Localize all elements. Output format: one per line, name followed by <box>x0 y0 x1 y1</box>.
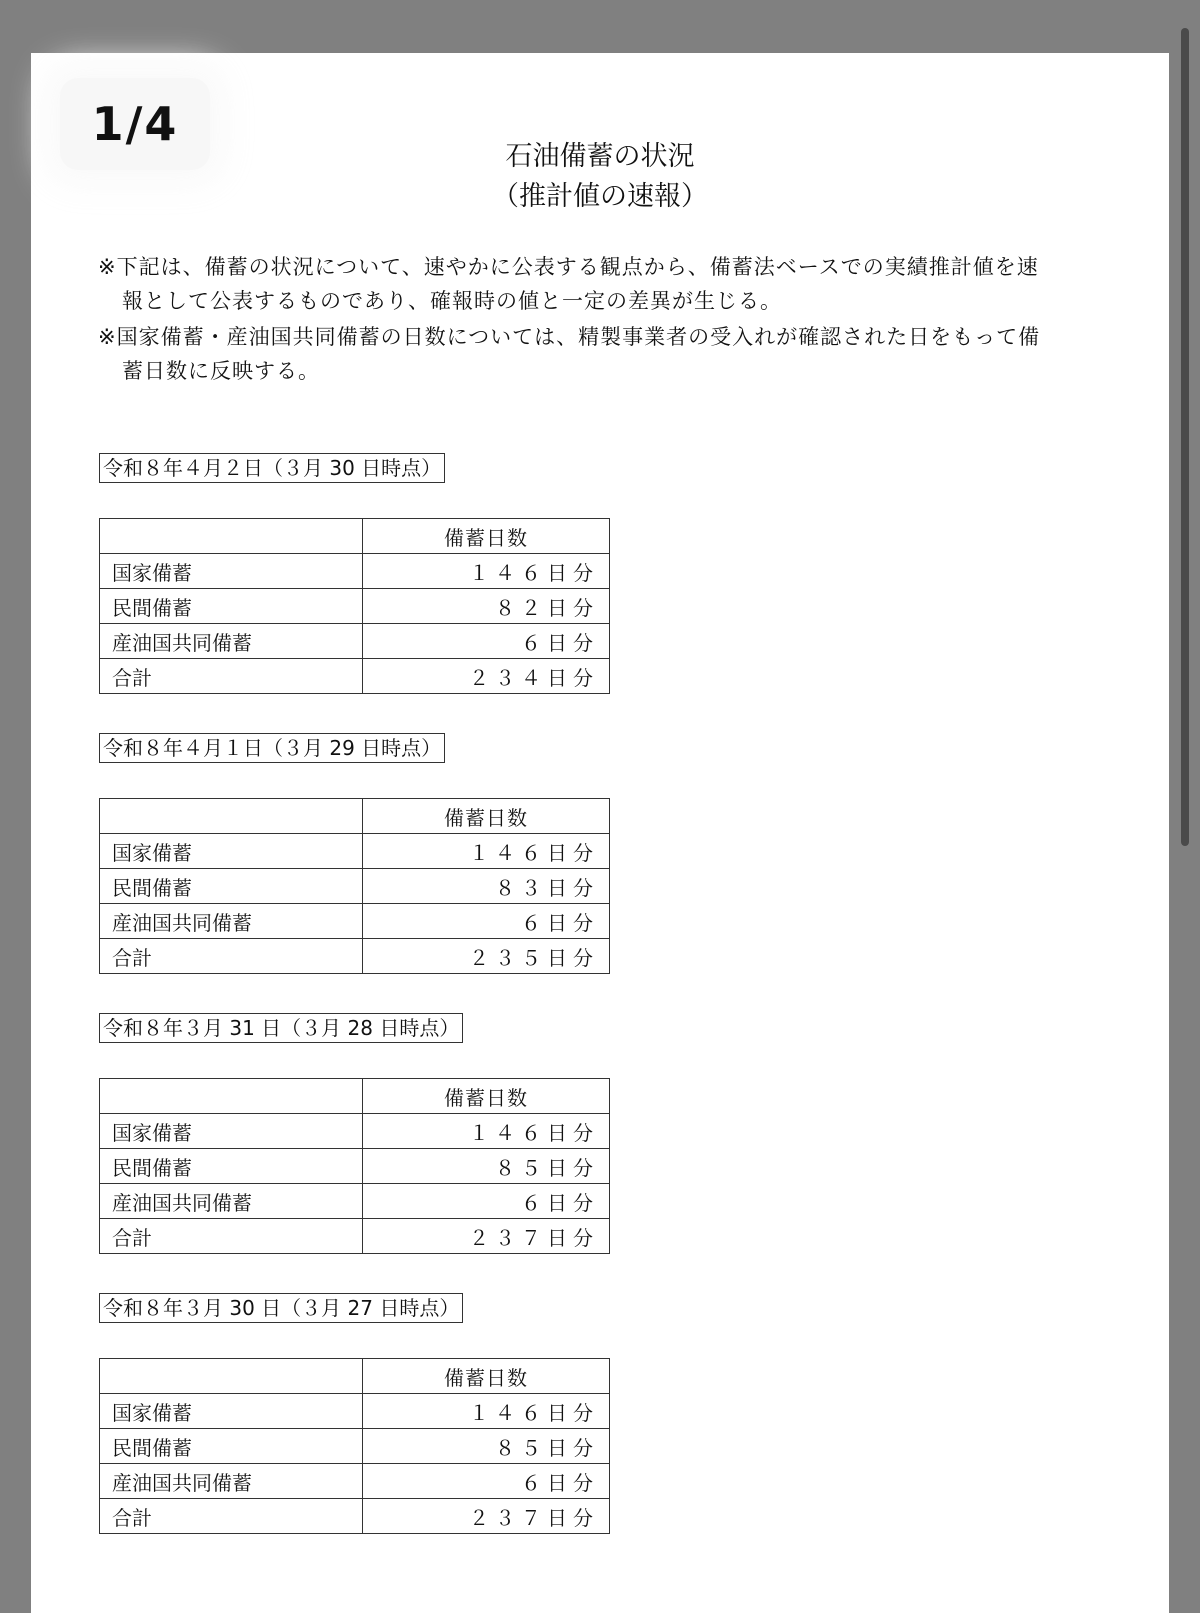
row-value: ８５日分 <box>363 1429 610 1464</box>
table-row <box>100 904 610 939</box>
row-label: 産油国共同備蓄 <box>100 904 363 939</box>
row-label: 合計 <box>100 659 363 694</box>
table-header-row <box>100 799 610 834</box>
row-label: 国家備蓄 <box>100 1394 363 1429</box>
note-1 <box>98 250 1098 318</box>
table-header-row <box>100 519 610 554</box>
note-2 <box>98 320 1098 388</box>
row-label: 合計 <box>100 939 363 974</box>
row-value: ２３４日分 <box>363 659 610 694</box>
table-row <box>100 659 610 694</box>
table-row <box>100 1499 610 1534</box>
row-value: ６日分 <box>363 1184 610 1219</box>
row-label: 国家備蓄 <box>100 554 363 589</box>
table-row <box>100 1394 610 1429</box>
section-3-date: 令和８年３月 31 日（３月 28 日時点） <box>99 1013 463 1043</box>
row-label: 民間備蓄 <box>100 1429 363 1464</box>
row-label: 国家備蓄 <box>100 834 363 869</box>
row-value: ２３７日分 <box>363 1499 610 1534</box>
note-2-line-1: ※国家備蓄・産油国共同備蓄の日数については、精製事業者の受入れが確認された日をもって備 <box>98 325 1041 349</box>
table-row <box>100 554 610 589</box>
table-row <box>100 1219 610 1254</box>
row-value: ２３５日分 <box>363 939 610 974</box>
row-value: ８３日分 <box>363 869 610 904</box>
note-2-line-2: 蓄日数に反映する。 <box>122 359 320 383</box>
row-label: 産油国共同備蓄 <box>100 1464 363 1499</box>
header-empty-cell <box>100 519 363 554</box>
row-label: 国家備蓄 <box>100 1114 363 1149</box>
row-label: 民間備蓄 <box>100 869 363 904</box>
table-row <box>100 1464 610 1499</box>
section-1-date: 令和８年４月２日（３月 30 日時点） <box>99 453 445 483</box>
row-value: ６日分 <box>363 904 610 939</box>
section-4-table <box>99 1358 610 1534</box>
table-row <box>100 589 610 624</box>
row-label: 合計 <box>100 1499 363 1534</box>
row-value: １４６日分 <box>363 834 610 869</box>
row-value: １４６日分 <box>363 1114 610 1149</box>
header-empty-cell <box>100 799 363 834</box>
header-days: 備蓄日数 <box>363 519 610 554</box>
table-header-row <box>100 1359 610 1394</box>
row-label: 産油国共同備蓄 <box>100 1184 363 1219</box>
header-days: 備蓄日数 <box>363 1359 610 1394</box>
note-1-line-2: 報として公表するものであり、確報時の値と一定の差異が生じる。 <box>122 289 782 313</box>
page-indicator: 1/4 <box>60 78 210 170</box>
row-value: ６日分 <box>363 624 610 659</box>
row-value: １４６日分 <box>363 1394 610 1429</box>
document-subtitle: （推計値の速報） <box>492 181 708 212</box>
row-label: 民間備蓄 <box>100 589 363 624</box>
table-row <box>100 1184 610 1219</box>
section-4-date: 令和８年３月 30 日（３月 27 日時点） <box>99 1293 463 1323</box>
row-value: ２３７日分 <box>363 1219 610 1254</box>
row-label: 合計 <box>100 1219 363 1254</box>
header-days: 備蓄日数 <box>363 1079 610 1114</box>
row-value: ８２日分 <box>363 589 610 624</box>
note-1-line-1: ※下記は、備蓄の状況について、速やかに公表する観点から、備蓄法ベースでの実績推計値を速 <box>98 255 1039 279</box>
section-2-date: 令和８年４月１日（３月 29 日時点） <box>99 733 445 763</box>
section-2-table <box>99 798 610 974</box>
section-3-table <box>99 1078 610 1254</box>
header-days: 備蓄日数 <box>363 799 610 834</box>
table-row <box>100 869 610 904</box>
row-value: １４６日分 <box>363 554 610 589</box>
row-label: 民間備蓄 <box>100 1149 363 1184</box>
table-row <box>100 939 610 974</box>
table-row <box>100 834 610 869</box>
row-value: ８５日分 <box>363 1149 610 1184</box>
table-row <box>100 1149 610 1184</box>
table-header-row <box>100 1079 610 1114</box>
header-empty-cell <box>100 1079 363 1114</box>
document-title: 石油備蓄の状況 <box>505 141 695 172</box>
table-row <box>100 1429 610 1464</box>
table-row <box>100 624 610 659</box>
row-value: ６日分 <box>363 1464 610 1499</box>
row-label: 産油国共同備蓄 <box>100 624 363 659</box>
section-1-table <box>99 518 610 694</box>
header-empty-cell <box>100 1359 363 1394</box>
table-row <box>100 1114 610 1149</box>
